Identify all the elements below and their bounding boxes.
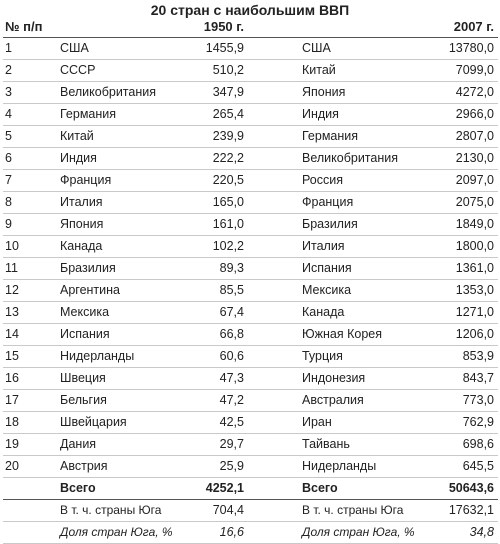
country-2007: Испания <box>302 261 352 275</box>
country-1950: Нидерланды <box>60 349 135 363</box>
row-number: 1 <box>5 41 12 55</box>
share-label-1950: Доля стран Юга, % <box>60 525 173 539</box>
table-row <box>3 192 498 214</box>
gdp-table <box>3 17 498 544</box>
gdp-2007: 1361,0 <box>455 261 494 275</box>
country-1950: Дания <box>60 437 97 451</box>
row-number: 7 <box>5 173 12 187</box>
row-number: 15 <box>5 349 19 363</box>
gdp-1950: 47,3 <box>219 371 244 385</box>
country-2007: Япония <box>302 85 346 99</box>
country-1950: Германия <box>60 107 117 121</box>
gdp-2007: 1206,0 <box>455 327 494 341</box>
country-2007: Россия <box>302 173 343 187</box>
table-header-row <box>3 17 498 38</box>
row-number: 14 <box>5 327 19 341</box>
country-1950: Канада <box>60 239 103 253</box>
total-label-2007: Всего <box>302 481 338 495</box>
gdp-1950: 347,9 <box>212 85 244 99</box>
row-number: 11 <box>5 261 18 275</box>
country-1950: Испания <box>60 327 110 341</box>
gdp-1950: 47,2 <box>219 393 244 407</box>
country-2007: Бразилия <box>302 217 358 231</box>
row-number: 3 <box>5 85 12 99</box>
row-number: 9 <box>5 217 12 231</box>
south-value-2007: 17632,1 <box>448 503 494 517</box>
gdp-2007: 773,0 <box>462 393 494 407</box>
table-row <box>3 236 498 258</box>
share-row <box>3 522 498 544</box>
country-2007: Индонезия <box>302 371 366 385</box>
table-body <box>3 38 498 544</box>
table-row <box>3 302 498 324</box>
country-2007: Тайвань <box>302 437 350 451</box>
gdp-1950: 29,7 <box>219 437 244 451</box>
country-1950: Китай <box>60 129 94 143</box>
share-label-2007: Доля стран Юга, % <box>302 525 415 539</box>
gdp-2007: 2966,0 <box>455 107 494 121</box>
table-row <box>3 82 498 104</box>
gdp-2007: 2130,0 <box>455 151 494 165</box>
row-number: 8 <box>5 195 12 209</box>
gdp-2007: 1800,0 <box>455 239 494 253</box>
country-2007: Великобритания <box>302 151 398 165</box>
row-number: 19 <box>5 437 19 451</box>
country-2007: Турция <box>302 349 343 363</box>
country-1950: Великобритания <box>60 85 156 99</box>
country-2007: Германия <box>302 129 359 143</box>
gdp-1950: 42,5 <box>219 415 244 429</box>
row-number: 17 <box>5 393 19 407</box>
gdp-1950: 89,3 <box>219 261 244 275</box>
table-row <box>3 346 498 368</box>
gdp-2007: 13780,0 <box>448 41 494 55</box>
row-number: 16 <box>5 371 19 385</box>
table-row <box>3 104 498 126</box>
gdp-1950: 161,0 <box>212 217 244 231</box>
gdp-1950: 265,4 <box>212 107 244 121</box>
country-2007: Индия <box>302 107 339 121</box>
south-label-2007: В т. ч. страны Юга <box>302 503 404 517</box>
gdp-2007: 698,6 <box>462 437 494 451</box>
country-2007: США <box>302 41 331 55</box>
gdp-2007: 1353,0 <box>455 283 494 297</box>
country-2007: Италия <box>302 239 345 253</box>
table-row <box>3 368 498 390</box>
gdp-2007: 2097,0 <box>455 173 494 187</box>
country-1950: Австрия <box>60 459 108 473</box>
total-value-1950: 4252,1 <box>205 481 244 495</box>
gdp-1950: 66,8 <box>219 327 244 341</box>
gdp-1950: 102,2 <box>212 239 244 253</box>
row-number: 2 <box>5 63 12 77</box>
table-row <box>3 60 498 82</box>
row-number: 4 <box>5 107 12 121</box>
country-1950: Франция <box>60 173 112 187</box>
total-label-1950: Всего <box>60 481 96 495</box>
gdp-2007: 645,5 <box>462 459 494 473</box>
gdp-2007: 2075,0 <box>455 195 494 209</box>
gdp-2007: 843,7 <box>462 371 494 385</box>
page-title: 20 стран с наибольшим ВВП <box>150 2 350 18</box>
country-2007: Южная Корея <box>302 327 382 341</box>
table-row <box>3 126 498 148</box>
table-row <box>3 434 498 456</box>
country-1950: СССР <box>60 63 96 77</box>
row-number: 12 <box>5 283 19 297</box>
gdp-2007: 7099,0 <box>455 63 494 77</box>
table-row <box>3 412 498 434</box>
gdp-1950: 510,2 <box>212 63 244 77</box>
country-1950: США <box>60 41 89 55</box>
row-number: 13 <box>5 305 19 319</box>
gdp-1950: 1455,9 <box>205 41 244 55</box>
gdp-1950: 25,9 <box>219 459 244 473</box>
country-1950: Мексика <box>60 305 110 319</box>
table-row <box>3 170 498 192</box>
header-num: № п/п <box>5 19 43 34</box>
row-number: 5 <box>5 129 12 143</box>
gdp-2007: 2807,0 <box>455 129 494 143</box>
country-1950: Япония <box>60 217 104 231</box>
country-1950: Швеция <box>60 371 106 385</box>
south-label-1950: В т. ч. страны Юга <box>60 503 162 517</box>
gdp-1950: 220,5 <box>212 173 244 187</box>
south-row <box>3 500 498 522</box>
country-2007: Мексика <box>302 283 352 297</box>
share-value-2007: 34,8 <box>469 525 494 539</box>
table-row <box>3 456 498 478</box>
country-2007: Нидерланды <box>302 459 377 473</box>
country-2007: Франция <box>302 195 354 209</box>
row-number: 10 <box>5 239 19 253</box>
gdp-1950: 60,6 <box>219 349 244 363</box>
gdp-2007: 762,9 <box>462 415 494 429</box>
gdp-1950: 67,4 <box>219 305 244 319</box>
country-1950: Бельгия <box>60 393 107 407</box>
gdp-2007: 4272,0 <box>455 85 494 99</box>
header-year-2007: 2007 г. <box>453 19 494 34</box>
country-1950: Бразилия <box>60 261 116 275</box>
country-1950: Швейцария <box>60 415 127 429</box>
south-value-1950: 704,4 <box>212 503 244 517</box>
table-row <box>3 280 498 302</box>
country-2007: Иран <box>302 415 332 429</box>
country-2007: Китай <box>302 63 336 77</box>
table-row <box>3 148 498 170</box>
table-row <box>3 324 498 346</box>
share-value-1950: 16,6 <box>219 525 244 539</box>
total-value-2007: 50643,6 <box>448 481 494 495</box>
country-2007: Канада <box>302 305 345 319</box>
gdp-1950: 165,0 <box>212 195 244 209</box>
country-1950: Аргентина <box>60 283 120 297</box>
table-row <box>3 390 498 412</box>
row-number: 6 <box>5 151 12 165</box>
gdp-2007: 1849,0 <box>455 217 494 231</box>
row-number: 18 <box>5 415 19 429</box>
country-2007: Австралия <box>302 393 364 407</box>
total-row <box>3 478 498 500</box>
gdp-2007: 853,9 <box>462 349 494 363</box>
gdp-2007: 1271,0 <box>455 305 494 319</box>
header-year-1950: 1950 г. <box>203 19 244 34</box>
country-1950: Италия <box>60 195 103 209</box>
table-row <box>3 258 498 280</box>
gdp-1950: 239,9 <box>212 129 244 143</box>
row-number: 20 <box>5 459 19 473</box>
country-1950: Индия <box>60 151 97 165</box>
gdp-1950: 85,5 <box>219 283 244 297</box>
gdp-1950: 222,2 <box>212 151 244 165</box>
table-row <box>3 38 498 60</box>
table-row <box>3 214 498 236</box>
